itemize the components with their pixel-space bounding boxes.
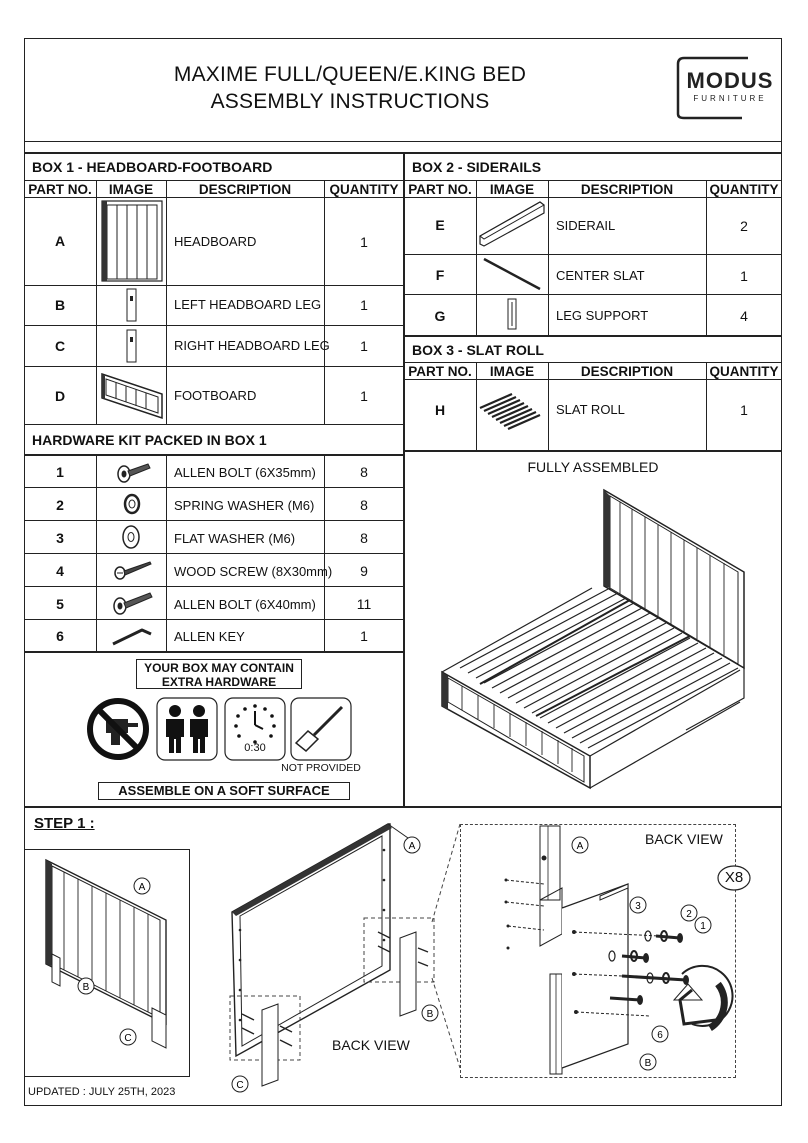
desc-left-leg: LEFT HEADBOARD LEG <box>174 297 322 312</box>
desc-siderail: SIDERAIL <box>556 218 616 233</box>
hardware-title: HARDWARE KIT PACKED IN BOX 1 <box>32 432 267 448</box>
wood-screw-icon <box>112 558 154 582</box>
bolt-icon <box>112 590 154 616</box>
qty-leg-support: 4 <box>740 308 748 324</box>
svg-text:A: A <box>408 841 416 852</box>
hw-desc-6: ALLEN KEY <box>174 629 245 644</box>
hw-qty-2: 8 <box>360 497 368 513</box>
box1-title: BOX 1 - HEADBOARD-FOOTBOARD <box>32 159 273 175</box>
hw-qty-1: 8 <box>360 464 368 480</box>
part-e: E <box>435 217 445 233</box>
hw-part-4: 4 <box>56 563 64 579</box>
col-part-no: PART NO. <box>408 364 472 379</box>
hw-qty-6: 1 <box>360 628 368 644</box>
hw-qty-5: 11 <box>356 596 372 612</box>
center-slat-icon <box>480 256 544 292</box>
hw-desc-1: ALLEN BOLT (6X35mm) <box>174 465 316 480</box>
part-d: D <box>54 388 66 404</box>
callout-6-icon <box>650 1024 670 1044</box>
col-quantity: QUANTITY <box>709 182 779 197</box>
logo-main-text: MODUS <box>686 68 774 93</box>
desc-footboard: FOOTBOARD <box>174 388 257 403</box>
qty-left-leg: 1 <box>360 297 368 313</box>
flat-washer-icon <box>120 524 142 550</box>
svg-text:C: C <box>124 1033 132 1044</box>
svg-text:A: A <box>138 882 146 893</box>
back-view-label-2: BACK VIEW <box>645 831 723 847</box>
svg-text:B: B <box>644 1058 652 1069</box>
assembled-bed-icon <box>440 488 750 788</box>
bolt-icon <box>116 460 152 484</box>
extra-hardware-notice <box>136 659 302 689</box>
not-provided-label: NOT PROVIDED <box>281 762 361 774</box>
col-description: DESCRIPTION <box>580 364 674 379</box>
hw-desc-2: SPRING WASHER (M6) <box>174 498 315 513</box>
desc-center-slat: CENTER SLAT <box>556 268 645 283</box>
callout-b-icon <box>638 1052 658 1072</box>
svg-text:B: B <box>426 1009 434 1020</box>
part-h: H <box>434 402 446 418</box>
svg-text:C: C <box>236 1080 244 1091</box>
detail-hardware-icon <box>470 824 750 1074</box>
callout-a-icon <box>402 835 422 855</box>
leg-icon <box>124 288 138 322</box>
callout-a-icon <box>570 835 590 855</box>
desc-leg-support: LEG SUPPORT <box>556 308 649 323</box>
svg-text:3: 3 <box>635 901 641 912</box>
col-part-no: PART NO. <box>408 182 472 197</box>
extra-line-2: EXTRA HARDWARE <box>161 675 277 689</box>
svg-text:1: 1 <box>700 921 706 932</box>
col-image: IMAGE <box>489 182 535 197</box>
qty-slat-roll: 1 <box>740 402 748 418</box>
callout-a-icon <box>132 876 152 896</box>
footboard-icon <box>100 372 164 422</box>
qty-headboard: 1 <box>360 234 368 250</box>
box2-title: BOX 2 - SIDERAILS <box>412 159 542 175</box>
col-description: DESCRIPTION <box>580 182 674 197</box>
soft-surface-notice: ASSEMBLE ON A SOFT SURFACE <box>98 782 350 800</box>
hw-desc-5: ALLEN BOLT (6X40mm) <box>174 597 316 612</box>
hw-part-1: 1 <box>56 464 64 480</box>
back-view-label-1: BACK VIEW <box>332 1037 410 1053</box>
qty-center-slat: 1 <box>740 268 748 284</box>
leg-support-icon <box>504 296 520 332</box>
spring-washer-icon <box>122 492 142 516</box>
desc-slat-roll: SLAT ROLL <box>556 402 625 417</box>
desc-right-leg: RIGHT HEADBOARD LEG <box>174 338 330 353</box>
col-description: DESCRIPTION <box>198 182 292 197</box>
part-b: B <box>54 297 66 313</box>
hw-desc-4: WOOD SCREW (8X30mm) <box>174 564 333 579</box>
hw-desc-3: FLAT WASHER (M6) <box>174 531 296 546</box>
clock-time: 0:30 <box>244 742 266 754</box>
hw-part-3: 3 <box>56 530 64 546</box>
headboard-icon <box>100 199 164 283</box>
qty-siderail: 2 <box>740 218 748 234</box>
updated-date: UPDATED : JULY 25TH, 2023 <box>28 1086 176 1098</box>
hw-part-6: 6 <box>56 628 64 644</box>
assembled-title: FULLY ASSEMBLED <box>527 459 659 475</box>
step1-title: STEP 1 : <box>34 815 95 832</box>
multiplier-label: X8 <box>724 869 744 886</box>
col-image: IMAGE <box>108 182 154 197</box>
hw-qty-3: 8 <box>360 530 368 546</box>
hw-part-2: 2 <box>56 497 64 513</box>
col-quantity: QUANTITY <box>709 364 779 379</box>
part-c: C <box>54 338 66 354</box>
callout-c-icon <box>230 1074 250 1094</box>
box3-title: BOX 3 - SLAT ROLL <box>412 342 544 358</box>
siderail-icon <box>478 200 546 250</box>
rule <box>24 141 782 142</box>
svg-text:2: 2 <box>686 909 692 920</box>
logo-sub-text: FURNITURE <box>693 94 767 103</box>
rule <box>24 806 782 808</box>
svg-text:A: A <box>576 841 584 852</box>
hw-part-5: 5 <box>56 596 64 612</box>
title-line-2: ASSEMBLY INSTRUCTIONS <box>210 90 490 113</box>
leg-icon <box>124 329 138 363</box>
callout-b-icon <box>76 976 96 996</box>
callout-c-icon <box>118 1027 138 1047</box>
qty-right-leg: 1 <box>360 338 368 354</box>
col-part-no: PART NO. <box>28 182 92 197</box>
col-image: IMAGE <box>489 364 535 379</box>
svg-text:B: B <box>82 982 90 993</box>
callout-3-icon <box>628 895 648 915</box>
step1-headboard-icon <box>42 858 172 1058</box>
slat-roll-icon <box>478 392 546 432</box>
extra-line-1: YOUR BOX MAY CONTAIN <box>144 661 294 675</box>
hw-qty-4: 9 <box>360 563 368 579</box>
qty-footboard: 1 <box>360 388 368 404</box>
svg-text:6: 6 <box>657 1030 663 1041</box>
two-people-icon <box>156 697 218 761</box>
screwdriver-icon <box>290 697 352 761</box>
title-line-1: MAXIME FULL/QUEEN/E.KING BED <box>173 63 527 86</box>
callout-1-icon <box>693 915 713 935</box>
part-g: G <box>434 308 446 324</box>
allen-key-icon <box>110 622 154 648</box>
part-f: F <box>435 267 445 283</box>
desc-headboard: HEADBOARD <box>174 234 257 249</box>
no-power-tools-icon <box>86 697 150 761</box>
col-quantity: QUANTITY <box>329 182 399 197</box>
modus-logo <box>676 56 780 120</box>
part-a: A <box>54 233 66 249</box>
